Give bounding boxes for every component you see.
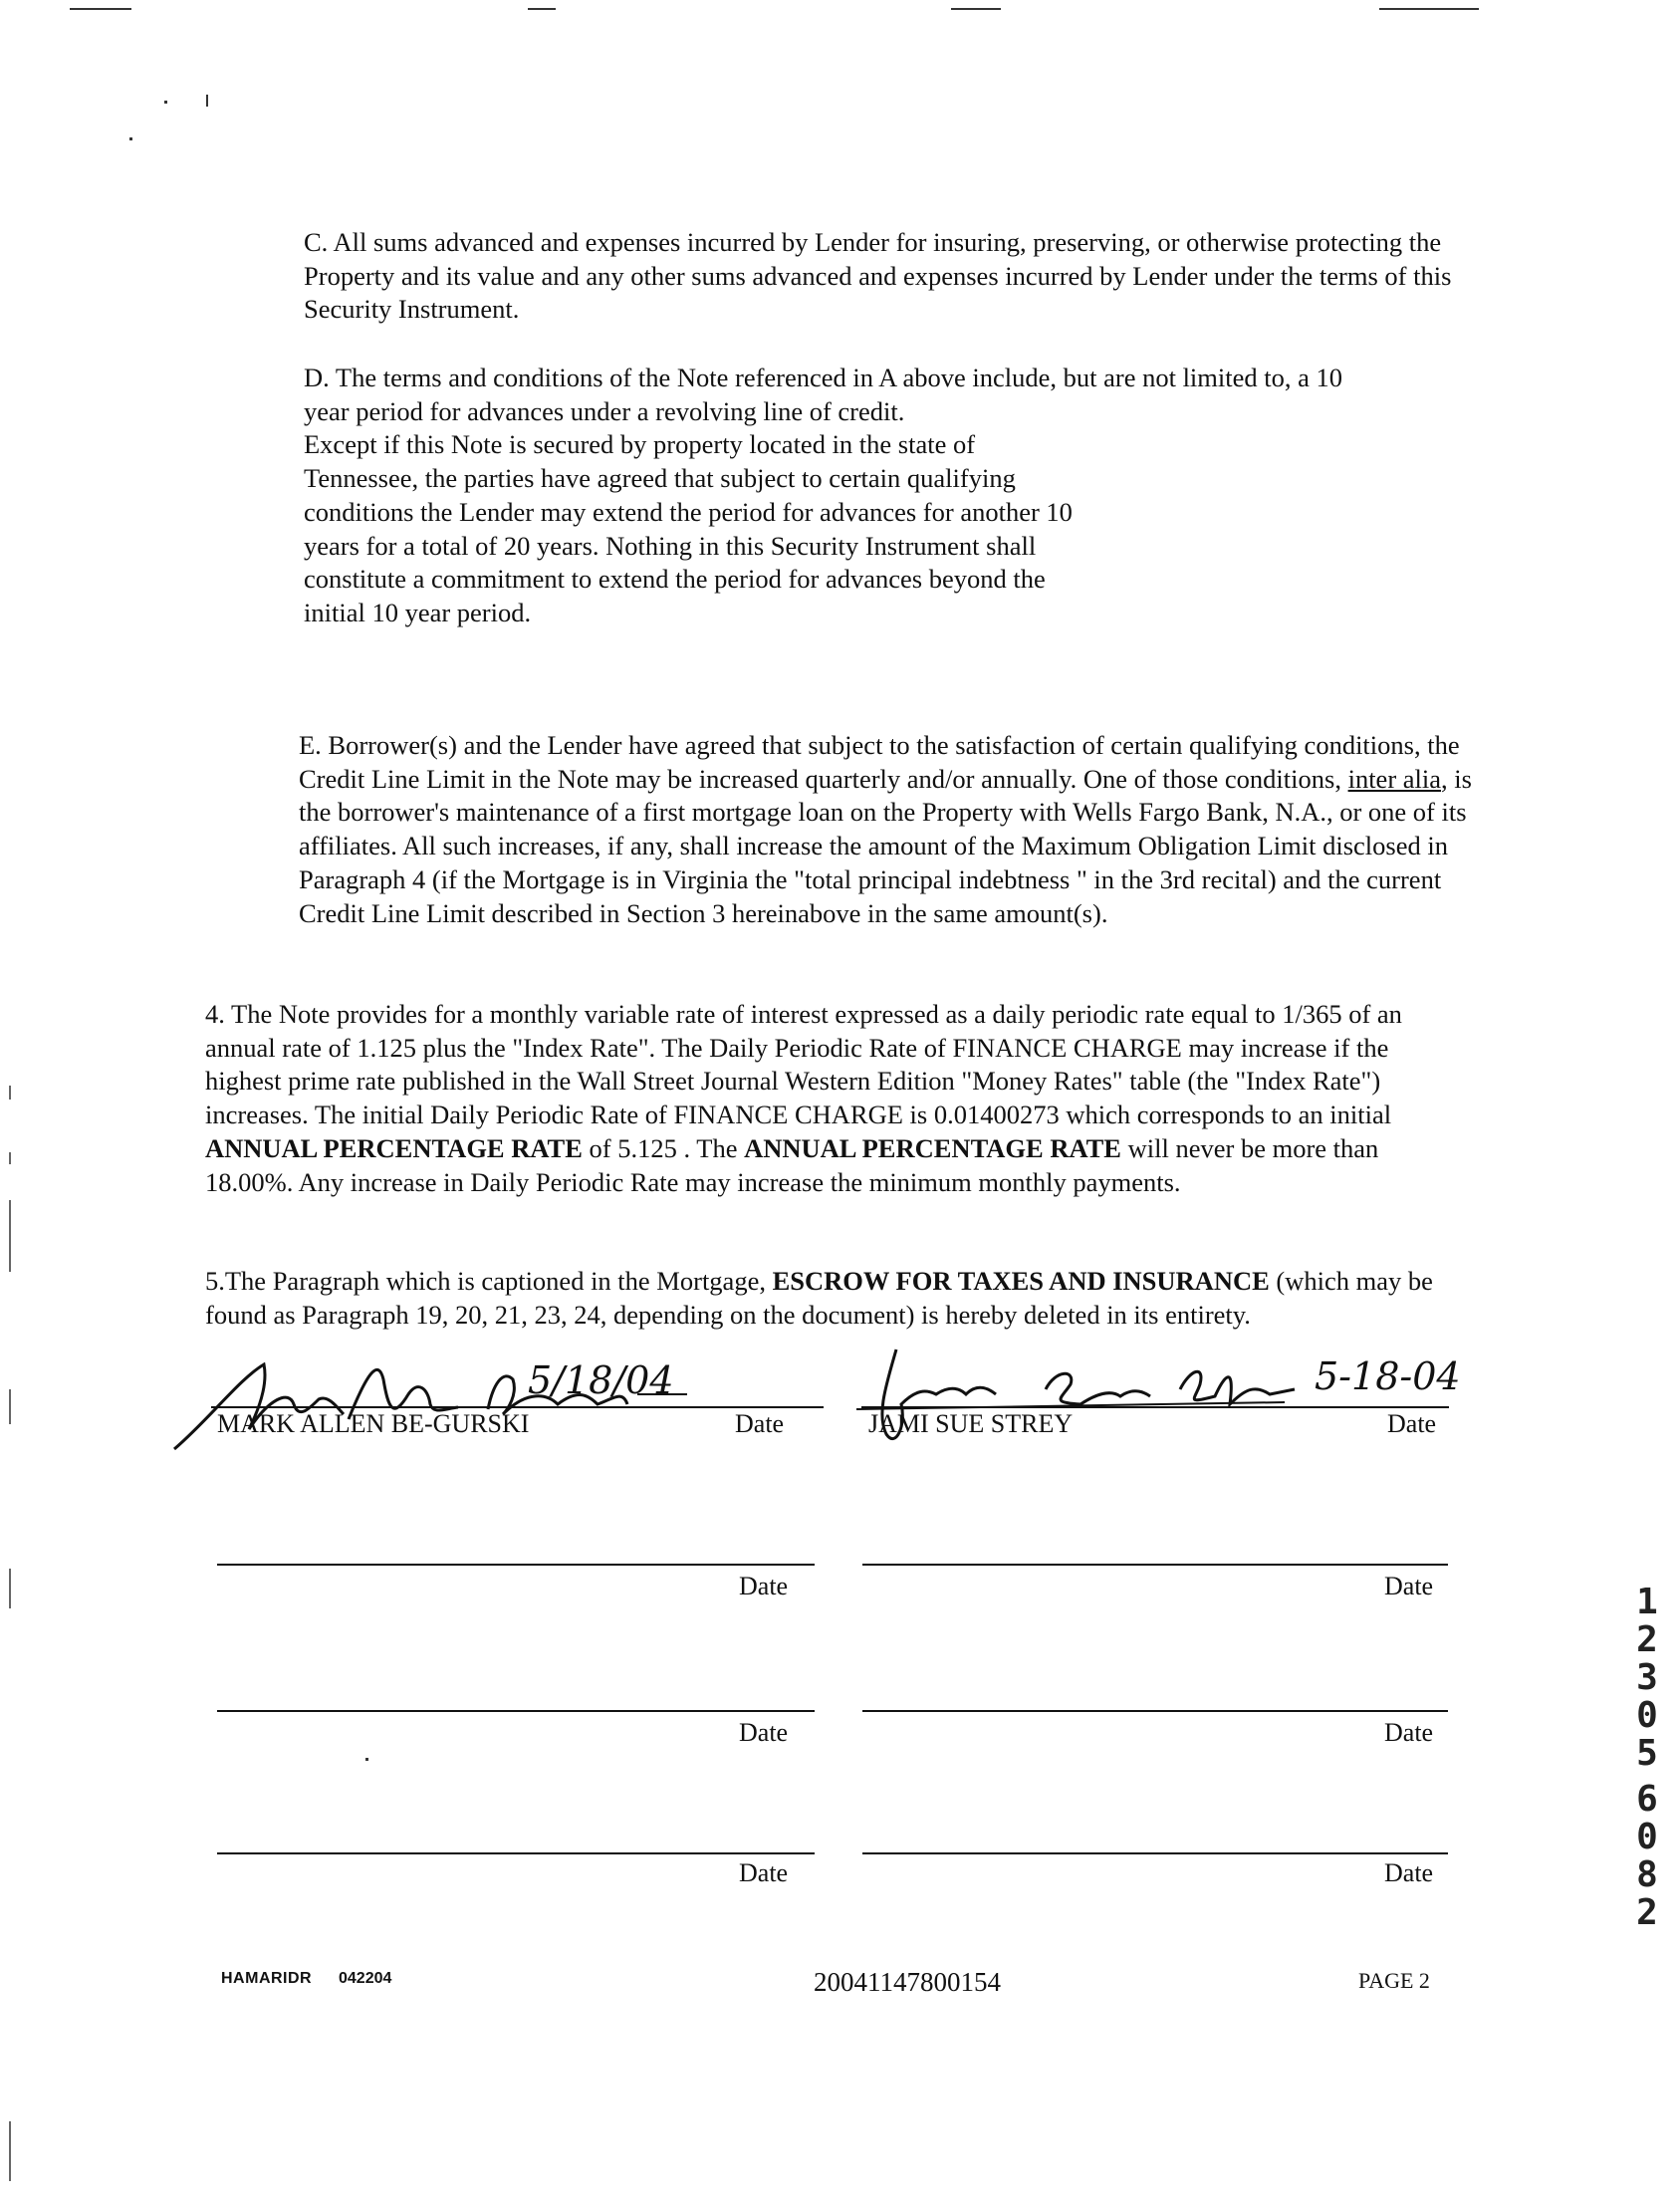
scan-artifact	[129, 137, 132, 140]
document-number: 20041147800154	[814, 1967, 1001, 1997]
scan-artifact	[9, 1200, 11, 1272]
date-label: Date	[1384, 1858, 1434, 1887]
stamp-digit: 1	[1636, 1582, 1658, 1622]
paragraph-d-line: conditions the Lender may extend the period for advances for another 10	[304, 496, 1073, 527]
scan-artifact	[9, 2121, 11, 2181]
form-date: 042204	[339, 1970, 392, 1987]
date-label: Date	[1384, 1572, 1434, 1600]
stamp-digit: 2	[1636, 1619, 1658, 1660]
apr-value: 5.125	[617, 1132, 677, 1163]
date-label: Date	[1384, 1718, 1434, 1747]
scan-artifact	[365, 1758, 368, 1761]
signature-line	[217, 1564, 815, 1566]
paragraph-4-text: 4. The Note provides for a monthly variable rate of interest expressed as a daily periodic rate equal to 1/365 of an annual rate of	[205, 999, 1402, 1063]
paragraph-d-line: constitute a commitment to extend the period for advances beyond the	[304, 564, 1046, 595]
paragraph-4-text: will never be more than 18.00%. Any increase in Daily Periodic Rate may increase the minimum monthly payments.	[205, 1132, 1379, 1197]
paragraph-5	[205, 1265, 1450, 1332]
stamp-digit: 0	[1636, 1695, 1658, 1736]
stamp-digit: 3	[1636, 1657, 1658, 1698]
recording-stamp-bottom	[1627, 1781, 1667, 1932]
paragraph-d-line: year period for advances under a revolving line of credit.	[304, 395, 905, 426]
paragraph-e-text: E. Borrower(s) and the Lender have agreed that subject to the satisfaction of certain qualifying conditions, the Credit Line Limit in the Note may be increased quarterly and/or annually. One of those conditions,	[299, 730, 1460, 794]
paragraph-5-text: (which may be found as Paragraph 19, 20, 21, 23, 24, depending on the document) is hereby deleted in its entirety.	[205, 1266, 1433, 1330]
signer-1-handwritten-date: 5/18/04	[528, 1358, 674, 1402]
paragraph-4-text: plus the "Index Rate". The Daily Periodic Rate of FINANCE CHARGE may increase if the highest prime rate published in the Wall Street Journal Western Edition "Money Rates" table (the "Index Rate") increases. The initial Daily Periodic Rate of FINANCE CHARGE is	[205, 1032, 1389, 1130]
signature-line	[862, 1564, 1448, 1566]
paragraph-d	[304, 362, 1499, 630]
stamp-digit: 6	[1636, 1779, 1658, 1820]
signature-line	[862, 1710, 1448, 1712]
paragraph-5-text: 5.The Paragraph which is captioned in the Mortgage,	[205, 1266, 773, 1296]
scan-artifact	[528, 8, 556, 10]
scan-artifact	[206, 95, 208, 107]
signature-line	[861, 1406, 1449, 1408]
paragraph-d-line: initial 10 year period.	[304, 597, 532, 627]
scan-artifact	[9, 1569, 11, 1608]
scan-artifact	[164, 101, 167, 104]
apr-heading: ANNUAL PERCENTAGE RATE	[205, 1132, 583, 1163]
signature-line	[862, 1852, 1448, 1854]
paragraph-d-line: years for a total of 20 years. Nothing in this Security Instrument shall	[304, 530, 1037, 561]
stamp-digit: 5	[1636, 1733, 1658, 1774]
escrow-heading: ESCROW FOR TAXES AND INSURANCE	[772, 1266, 1270, 1296]
paragraph-d-line: D. The terms and conditions of the Note referenced in A above include, but are not limited to, a 10	[304, 363, 1343, 392]
form-code: HAMARIDR	[221, 1970, 313, 1987]
scan-artifact	[951, 8, 1001, 10]
paragraph-4-text: . The	[676, 1132, 745, 1163]
paragraph-4-text: which corresponds to an initial	[1059, 1100, 1392, 1130]
date-label: Date	[739, 1858, 789, 1887]
paragraph-d-line: Tennessee, the parties have agreed that subject to certain qualifying	[304, 463, 1016, 494]
scan-artifact	[9, 1086, 11, 1100]
date-label: Date	[1387, 1409, 1437, 1438]
signature-line	[217, 1710, 815, 1712]
signature-line	[217, 1852, 815, 1854]
paragraph-e	[299, 729, 1494, 930]
paragraph-4-text: of	[582, 1132, 618, 1163]
paragraph-c: C. All sums advanced and expenses incurred by Lender for insuring, preserving, or otherwise protecting the Property and its value and any other sums advanced and expenses incurred by Lender under the terms of this Security Instrument.	[304, 227, 1452, 325]
margin-rate: 1.125	[357, 1032, 416, 1063]
signer-2-handwritten-date: 5-18-04	[1315, 1354, 1461, 1398]
signature-line	[211, 1406, 824, 1408]
signer-2-name: JAMI SUE STREY	[868, 1409, 1074, 1438]
date-label: Date	[739, 1718, 789, 1747]
daily-periodic-rate: 0.01400273	[933, 1100, 1060, 1130]
recording-stamp-top	[1627, 1584, 1667, 1773]
paragraph-4	[205, 998, 1450, 1199]
signer-1-name: MARK ALLEN BE-GURSKI	[217, 1409, 530, 1438]
inter-alia-underlined: inter alia	[1347, 763, 1442, 794]
scan-artifact	[1379, 8, 1479, 10]
date-label: Date	[735, 1409, 785, 1438]
scan-artifact	[9, 1152, 11, 1164]
stamp-digit: 8	[1636, 1854, 1658, 1895]
paragraph-d-line: Except if this Note is secured by property located in the state of	[304, 429, 976, 460]
date-label: Date	[739, 1572, 789, 1600]
scan-artifact	[70, 8, 131, 10]
paragraph-e-text: , is the borrower's maintenance of a first mortgage loan on the Property with Wells Fargo Bank, N.A., or one of its affiliates. All such increases, if any, shall increase the amount of the Maximum Obligation Limit disclosed in Paragraph 4 (if the Mortgage is in Virginia the "total principal indebtness " in the 3rd recital) and the current Credit Line Limit described in Section 3 hereinabove in the same amount(s).	[299, 763, 1472, 928]
apr-heading: ANNUAL PERCENTAGE RATE	[744, 1132, 1121, 1163]
stamp-digit: 0	[1636, 1817, 1658, 1857]
stamp-digit: 2	[1636, 1892, 1658, 1933]
page-number: PAGE 2	[1358, 1968, 1430, 1993]
scan-artifact	[9, 1389, 11, 1424]
